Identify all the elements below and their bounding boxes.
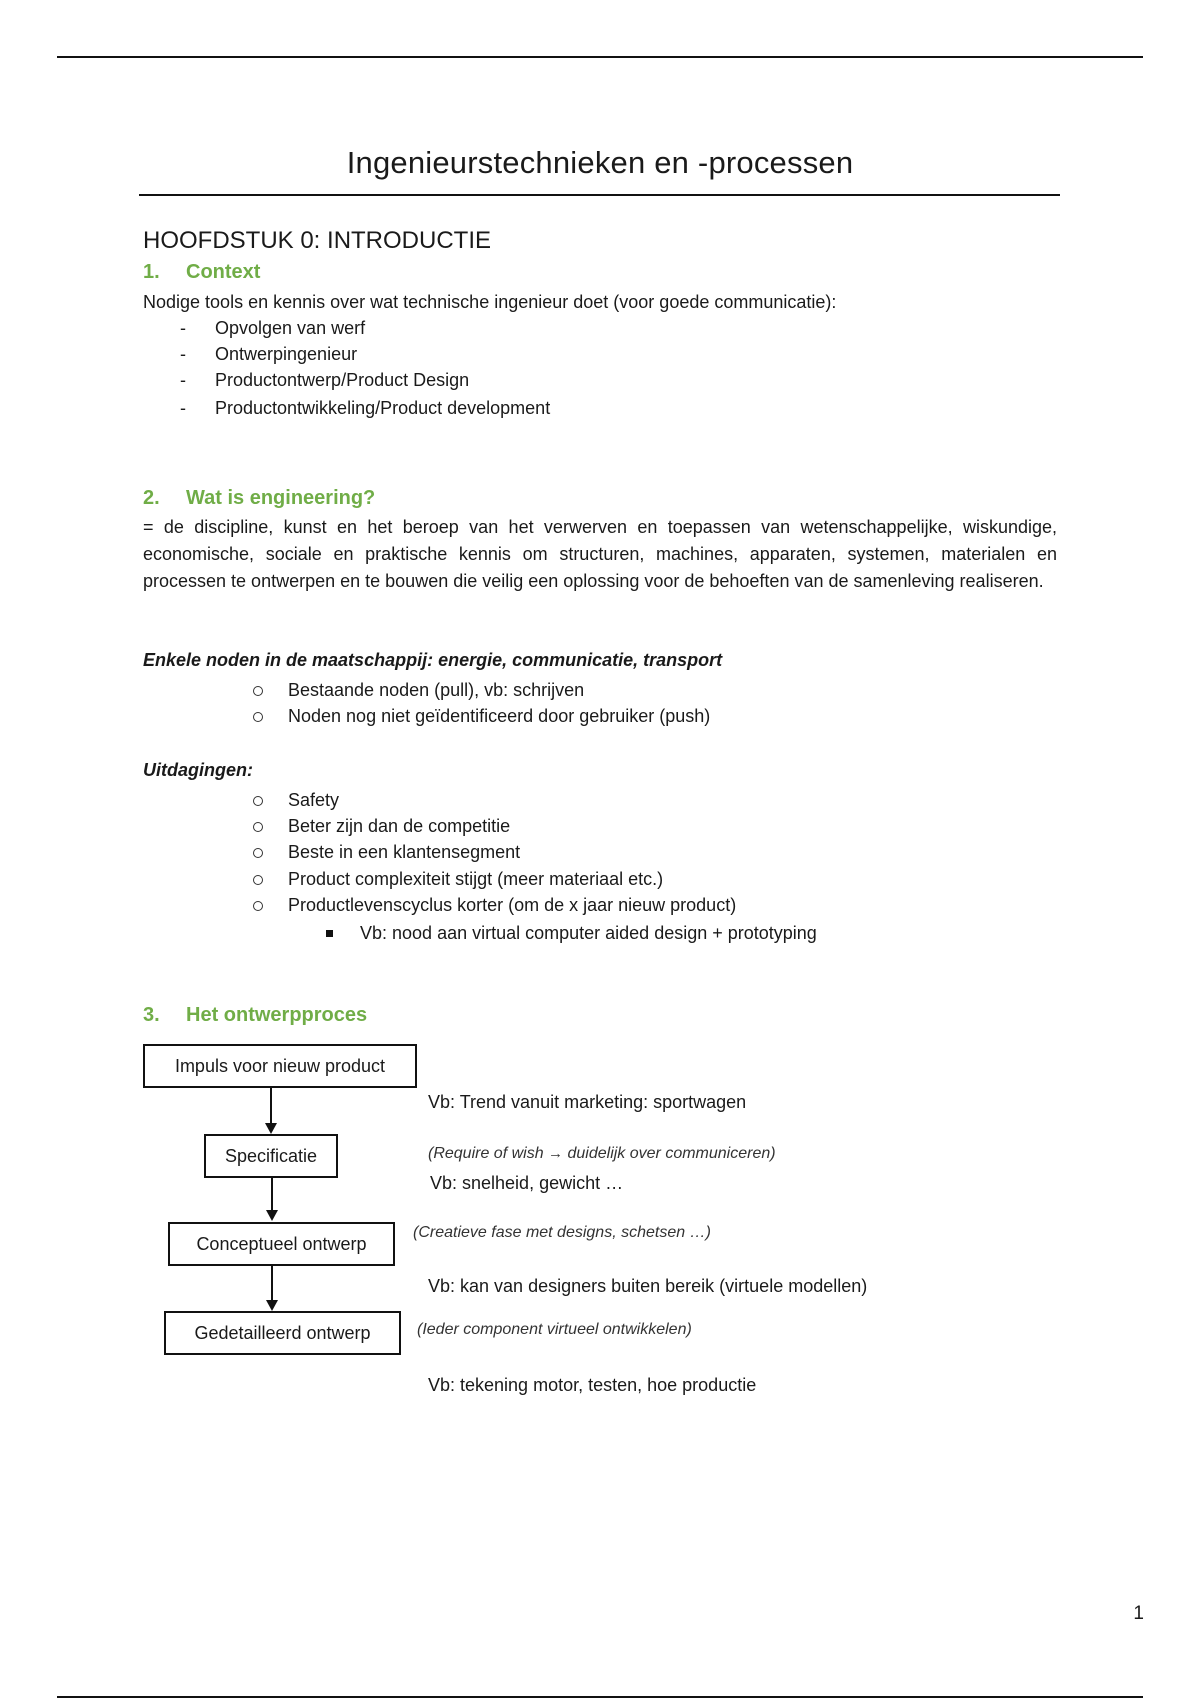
spec-example: Vb: snelheid, gewicht …	[430, 1173, 624, 1193]
flow-arrow-line	[270, 1088, 272, 1124]
detail-example: Vb: tekening motor, testen, hoe productie	[428, 1375, 757, 1395]
spec-note	[428, 1145, 776, 1163]
bottom-page-rule	[57, 1696, 1143, 1698]
concept-note: (Creatieve fase met designs, schetsen …)	[413, 1224, 711, 1241]
flow-arrow-line	[271, 1178, 273, 1211]
circle-bullet-icon	[253, 796, 263, 806]
list-item: -	[180, 318, 186, 338]
section-2-number: 2.	[143, 487, 160, 509]
circle-bullet-icon	[253, 686, 263, 696]
right-arrow-icon: →	[548, 1145, 564, 1162]
list-item: -	[180, 370, 186, 390]
section-2-heading	[143, 487, 375, 510]
circle-bullet-icon	[253, 848, 263, 858]
section-2-title: Wat is engineering?	[186, 487, 376, 509]
needs-heading: Enkele noden in de maatschappij: energie, communicatie, transport	[143, 650, 723, 670]
detail-note: (Ieder component virtueel ontwikkelen)	[417, 1321, 692, 1338]
section-1-intro: Nodige tools en kennis over wat technische ingenieur doet (voor goede communicatie):	[143, 292, 837, 312]
challenge-item: Productlevenscyclus korter (om de x jaar nieuw product)	[288, 895, 737, 915]
challenge-item: Product complexiteit stijgt (meer materiaal etc.)	[288, 869, 664, 889]
list-item-text: Productontwikkeling/Product development	[215, 398, 551, 418]
needs-item: Noden nog niet geïdentificeerd door gebruiker (push)	[288, 706, 711, 726]
section-1-heading	[143, 261, 260, 284]
spec-note-part-a: (Require of wish	[428, 1145, 549, 1162]
challenge-item: Safety	[288, 790, 340, 810]
section-1-number: 1.	[143, 261, 160, 283]
concept-example: Vb: kan van designers buiten bereik (virtuele modellen)	[428, 1276, 868, 1296]
arrow-down-icon	[265, 1123, 277, 1134]
circle-bullet-icon	[253, 875, 263, 885]
sub-challenge-item: Vb: nood aan virtual computer aided design + prototyping	[360, 923, 817, 943]
list-item-text: Productontwerp/Product Design	[215, 370, 470, 390]
circle-bullet-icon	[253, 901, 263, 911]
engineering-definition: = de discipline, kunst en het beroep van het verwerven en toepassen van wetenschappelijke, wiskundige, economische, sociale en praktische kennis om structuren, machines, apparaten, systemen, materialen en processen te ontwerpen en te bouwen die veilig een oplossing voor de behoeften van de samenleving realiseren.	[143, 517, 1057, 591]
document-title: Ingenieurstechnieken en -processen	[346, 145, 854, 180]
spec-note-part-b: duidelijk over communiceren)	[563, 1145, 776, 1162]
list-item: -	[180, 344, 186, 364]
needs-item: Bestaande noden (pull), vb: schrijven	[288, 680, 585, 700]
section-3-title: Het ontwerpproces	[186, 1004, 368, 1026]
flow-box-gedetailleerd: Gedetailleerd ontwerp	[164, 1311, 401, 1355]
flow-box-conceptueel: Conceptueel ontwerp	[168, 1222, 395, 1266]
list-item-text: Ontwerpingenieur	[215, 344, 358, 364]
chapter-heading: HOOFDSTUK 0: INTRODUCTIE	[143, 227, 492, 254]
challenges-heading: Uitdagingen:	[143, 760, 253, 780]
arrow-down-icon	[266, 1210, 278, 1221]
challenge-item: Beste in een klantensegment	[288, 842, 521, 862]
impulse-example: Vb: Trend vanuit marketing: sportwagen	[428, 1092, 747, 1112]
list-item-text: Opvolgen van werf	[215, 318, 366, 338]
list-item: -	[180, 398, 186, 418]
circle-bullet-icon	[253, 822, 263, 832]
flow-arrow-line	[271, 1266, 273, 1301]
title-underline	[139, 194, 1060, 196]
section-3-number: 3.	[143, 1004, 160, 1026]
square-bullet-icon	[326, 930, 333, 937]
flow-box-specificatie: Specificatie	[204, 1134, 338, 1178]
flow-box-impuls: Impuls voor nieuw product	[143, 1044, 417, 1088]
page-number: 1	[1133, 1603, 1144, 1624]
circle-bullet-icon	[253, 712, 263, 722]
section-3-heading	[143, 1004, 367, 1027]
challenge-item: Beter zijn dan de competitie	[288, 816, 511, 836]
arrow-down-icon	[266, 1300, 278, 1311]
section-1-title: Context	[186, 261, 261, 283]
top-page-rule	[57, 56, 1143, 58]
